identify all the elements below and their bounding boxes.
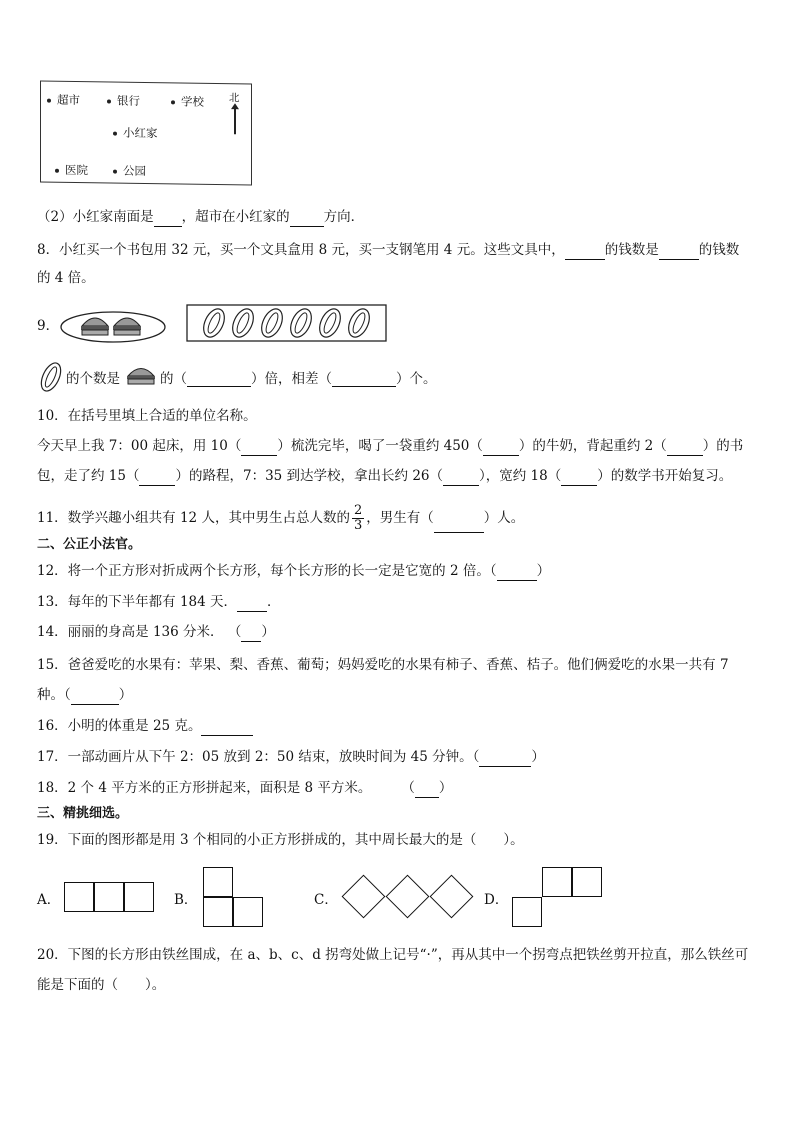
question-10-title: 10．在括号里填上合适的单位名称。 [37,408,257,424]
small-square [203,867,233,897]
map-label-bank: 银行 [107,92,140,108]
map-label-supermarket: 超市 [47,92,80,108]
hotdog-icon [316,306,345,341]
question-14: 14．丽丽的身高是 136 分米． （ ） [37,624,275,640]
question-17: 17．一部动画片从下午 2：05 放到 2：50 结束，放映时间为 45 分钟。（ ） [37,749,545,765]
map-label-north: 北 [229,92,240,105]
question-20-line-1: 20．下图的长方形由铁丝围成，在 a、b、c、d 拐弯处做上记号“·”，再从其中一个拐弯点把铁丝剪开拉直，那么铁丝可 [37,947,749,963]
north-arrow-icon [234,108,236,134]
question-19: 19．下面的图形都是用 3 个相同的小正方形拼成的，其中周长最大的是（ ）。 [37,832,524,848]
question-15-line-2: 种。（ ） [37,687,133,703]
answer-blank[interactable] [667,455,703,456]
map-dot [171,100,175,104]
hotdog-icon [258,306,287,341]
answer-blank[interactable] [201,735,253,736]
small-square [512,897,542,927]
section-3-heading: 三、精挑细选。 [37,806,129,821]
map-label-home: 小红家 [113,125,158,142]
burger-icon [113,318,141,335]
burger-icon [81,318,109,335]
question-7-2: （2）小红家南面是 ，超市在小红家的 方向． [37,209,365,225]
small-square-rotated [386,875,430,919]
answer-blank[interactable] [565,259,605,260]
answer-blank[interactable] [187,386,251,387]
answer-blank[interactable] [332,386,396,387]
answer-blank[interactable] [154,226,182,227]
small-square [542,867,572,897]
map-dot [113,132,117,136]
small-square-rotated [430,875,474,919]
answer-blank[interactable] [434,532,484,533]
small-square [233,897,263,927]
question-18: 18．2 个 4 平方米的正方形拼起来，面积是 8 平方米。 （ ） [37,780,453,796]
answer-blank[interactable] [443,485,479,486]
answer-blank[interactable] [237,611,267,612]
map-label-park: 公园 [113,163,146,179]
burger-plate-image [58,306,168,346]
section-2-heading: 二、公正小法官。 [37,537,142,552]
question-8-line-2: 的 4 倍。 [37,270,95,286]
map-dot [47,99,51,103]
question-15-line-1: 15．爸爸爱吃的水果有：苹果、梨、香蕉、葡萄；妈妈爱吃的水果有柿子、香蕉、桔子。他们俩爱吃的水果一共有 7 [37,657,729,673]
fraction-two-thirds: $\frac{2}{3}$ [353,503,363,533]
map-figure [40,81,252,186]
question-10-line-2: 包，走了约 15（ ）的路程，7：35 到达学校，拿出长约 26（ ），宽约 18（ ）的数学书开始复习。 [37,468,733,484]
hotdog-icon [200,306,229,341]
answer-blank[interactable] [71,704,119,705]
question-8-line-1: 8．小红买一个书包用 32 元，买一个文具盒用 8 元，买一支钢笔用 4 元。这些文具中， 的钱数是 的钱数 [37,242,740,258]
question-20-line-2: 能是下面的（ ）。 [37,977,166,993]
answer-blank[interactable] [139,485,175,486]
option-d-label[interactable]: D． [484,892,509,908]
hotdog-icon [229,306,258,341]
answer-blank[interactable] [497,580,537,581]
small-square [64,882,94,912]
answer-blank[interactable] [241,455,277,456]
answer-blank[interactable] [241,641,261,642]
small-square [203,897,233,927]
answer-blank[interactable] [415,797,439,798]
burger-icon [126,364,156,386]
small-square-rotated [342,875,386,919]
map-dot [113,170,117,174]
option-b-label[interactable]: B． [174,892,198,908]
small-square [572,867,602,897]
answer-blank[interactable] [479,766,531,767]
option-a-label[interactable]: A． [37,892,61,908]
question-16: 16．小明的体重是 25 克。 [37,716,253,736]
answer-blank[interactable] [483,455,519,456]
hotdog-box-image [186,304,388,344]
question-9-number: 9． [37,318,60,334]
hotdog-icon [287,306,316,341]
answer-blank[interactable] [561,485,597,486]
question-9-text-a: 的个数是 [66,371,120,387]
map-label-school: 学校 [171,93,204,109]
question-10-line-1: 今天早上我 7：00 起床，用 10（ ）梳洗完毕，喝了一袋重约 450（ ）的牛奶，背起重约 2（ ）的书 [37,438,744,454]
small-square [94,882,124,912]
question-12: 12．将一个正方形对折成两个长方形，每个长方形的长一定是它宽的 2 倍。（ ） [37,563,551,579]
option-c-label[interactable]: C． [314,892,338,908]
map-dot [55,169,59,173]
hotdog-icon [38,360,64,394]
answer-blank[interactable] [290,226,324,227]
map-label-hospital: 医院 [55,162,88,178]
answer-blank[interactable] [659,259,699,260]
question-11: 11．数学兴趣小组共有 12 人，其中男生占总人数的 $\frac{2}{3}$ ，男生有（ ）人。 [37,503,525,533]
hotdog-icon [345,306,374,341]
map-dot [107,99,111,103]
small-square [124,882,154,912]
question-9-text-b: 的（ ）倍，相差（ ）个。 [160,371,437,387]
question-13: 13．每年的下半年都有 184 天． ． [37,594,281,610]
